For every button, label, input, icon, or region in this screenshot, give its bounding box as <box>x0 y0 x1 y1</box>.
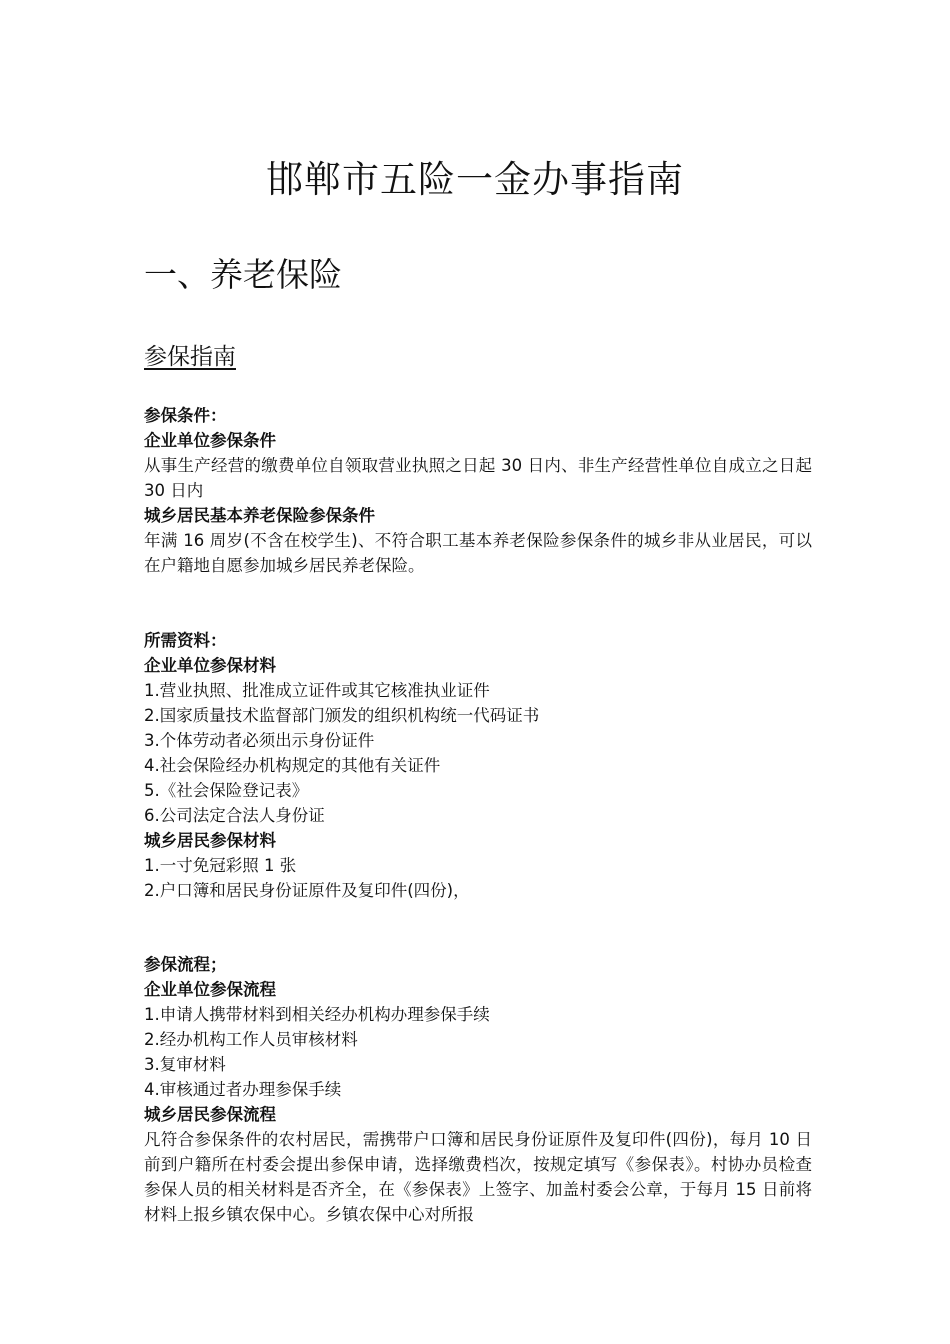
conditions-block <box>144 403 812 578</box>
materials-label: 所需资料： <box>144 631 227 650</box>
section-heading-pension: 一、养老保险 <box>144 255 342 294</box>
process-label: 参保流程； <box>144 955 227 974</box>
enterprise-materials-heading: 企业单位参保材料 <box>144 656 276 675</box>
list-item: 2.户口簿和居民身份证原件及复印件(四份)， <box>144 881 470 900</box>
list-item: 1.一寸免冠彩照 1 张 <box>144 856 297 875</box>
list-item: 2.经办机构工作人员审核材料 <box>144 1030 358 1049</box>
resident-process-heading: 城乡居民参保流程 <box>144 1105 276 1124</box>
resident-process-text: 凡符合参保条件的农村居民，需携带户口簿和居民身份证原件及复印件(四份)，每月 10 日前到户籍所在村委会提出参保申请，选择缴费档次，按规定填写《参保表》。村协办员检查参保人员的相关材料是否齐全，在《参保表》上签字、加盖村委会公章，于每月 15 日前将材料上报乡镇农保中心。乡镇农保中心对所报 <box>144 1130 812 1224</box>
enterprise-conditions-heading: 企业单位参保条件 <box>144 431 276 450</box>
process-block <box>144 952 812 1227</box>
resident-conditions-text: 年满 16 周岁(不含在校学生)、不符合职工基本养老保险参保条件的城乡非从业居民，可以在户籍地自愿参加城乡居民养老保险。 <box>144 531 812 575</box>
resident-conditions-heading: 城乡居民基本养老保险参保条件 <box>144 506 375 525</box>
list-item: 5.《社会保险登记表》 <box>144 781 309 800</box>
enterprise-conditions-text: 从事生产经营的缴费单位自领取营业执照之日起 30 日内、非生产经营性单位自成立之日起 30 日内 <box>144 456 812 500</box>
list-item: 4.社会保险经办机构规定的其他有关证件 <box>144 756 441 775</box>
subsection-heading-enrollment-guide: 参保指南 <box>144 344 236 370</box>
list-item: 1.营业执照、批准成立证件或其它核准执业证件 <box>144 681 490 700</box>
materials-block <box>144 628 812 903</box>
list-item: 1.申请人携带材料到相关经办机构办理参保手续 <box>144 1005 490 1024</box>
conditions-label: 参保条件： <box>144 406 227 425</box>
list-item: 3.个体劳动者必须出示身份证件 <box>144 731 375 750</box>
list-item: 3.复审材料 <box>144 1055 226 1074</box>
resident-materials-heading: 城乡居民参保材料 <box>144 831 276 850</box>
enterprise-process-heading: 企业单位参保流程 <box>144 980 276 999</box>
document-title: 邯郸市五险一金办事指南 <box>266 158 684 201</box>
list-item: 2.国家质量技术监督部门颁发的组织机构统一代码证书 <box>144 706 540 725</box>
list-item: 6.公司法定合法人身份证 <box>144 806 325 825</box>
list-item: 4.审核通过者办理参保手续 <box>144 1080 342 1099</box>
